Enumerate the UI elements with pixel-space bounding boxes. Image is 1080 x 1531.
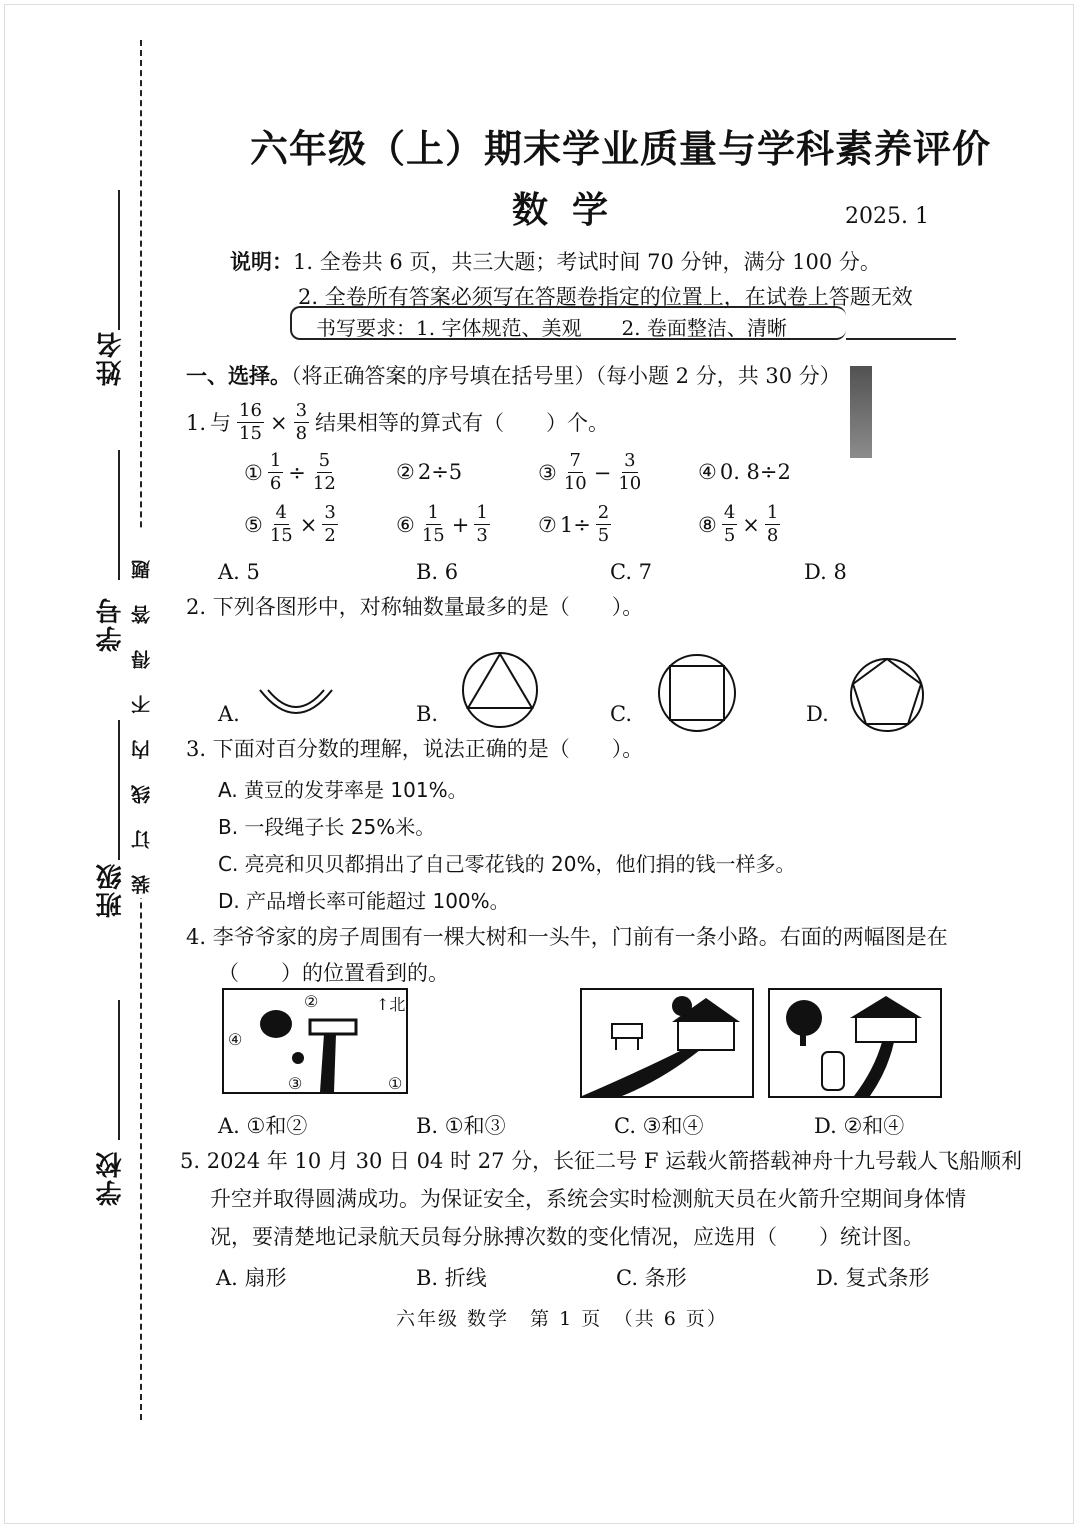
house-icon [856, 1016, 916, 1042]
q3-option-b[interactable]: B. 一段绳子长 25%米。 [218, 815, 436, 839]
frac-den: 2 [324, 525, 336, 546]
frac-num: 4 [723, 502, 736, 523]
page-footer: 六年级 数学 第 1 页 （共 6 页） [396, 1308, 728, 1330]
frac-num: 7 [569, 450, 581, 471]
expr-op: ÷ [288, 460, 306, 485]
q1-option-c[interactable]: C. 7 [610, 560, 653, 584]
position-map [222, 988, 408, 1094]
path-road [320, 1034, 336, 1092]
question-2 [186, 590, 643, 624]
q1-number: 1. [186, 410, 207, 435]
road-shape [854, 1042, 894, 1096]
tree-icon [260, 1010, 292, 1038]
section-1-heading [186, 360, 841, 390]
tree-icon [672, 996, 692, 1016]
q5-option-a[interactable]: A. 扇形 [216, 1266, 287, 1290]
arc-figure [256, 684, 336, 724]
q1-fraction-a [237, 402, 264, 443]
writing-requirements: 书写要求：1. 字体规范、美观 2. 卷面整洁、清晰 [290, 306, 846, 340]
q3-option-c[interactable]: C. 亮亮和贝贝都捐出了自己零花钱的 20%，他们捐的钱一样多。 [218, 852, 796, 876]
expr-label: ② [396, 460, 415, 484]
class-label: 班级 [96, 862, 126, 918]
q3-number: 3. [186, 737, 207, 761]
subject-title: 数学 [512, 189, 633, 231]
requirements-underline [846, 338, 956, 340]
name-blank-line [118, 190, 120, 330]
q1-expr-3 [538, 452, 645, 493]
frac-num: 1 [766, 502, 779, 523]
q2-number: 2. [186, 595, 207, 619]
note-1-text: 1. 全卷共 6 页，共三大题；考试时间 70 分钟，满分 100 分。 [293, 250, 881, 274]
note-line-1 [230, 246, 881, 276]
frac-den: 3 [476, 525, 488, 546]
frac-num: 3 [324, 502, 336, 523]
section-1-instruction: （将正确答案的序号填在括号里）（每小题 2 分，共 30 分） [291, 364, 841, 388]
q1-frac-a-den: 15 [239, 423, 262, 444]
exam-date: 2025. 1 [845, 204, 929, 229]
q5-option-d[interactable]: D. 复式条形 [816, 1266, 930, 1290]
frac-num: 5 [318, 450, 331, 471]
view-picture-2 [768, 988, 942, 1098]
expr-op: + [451, 512, 470, 537]
q1-expr-4 [698, 460, 791, 484]
north-label: 北 [389, 995, 406, 1014]
q2-option-d[interactable]: D. [806, 702, 829, 726]
question-4-line-2: （ ）的位置看到的。 [218, 961, 449, 985]
circle-triangle-figure [460, 650, 540, 730]
q4-option-c[interactable]: C. ③和④ [614, 1114, 704, 1138]
q5-text-1: 2024 年 10 月 30 日 04 时 27 分，长征二号 F 运载火箭搭载神舟十九号载人飞船顺利 [206, 1149, 1023, 1173]
q1-prefix: 与 [210, 410, 232, 435]
frac-den: 12 [312, 473, 336, 494]
expr-pre: 1÷ [559, 512, 591, 537]
q2-option-c[interactable]: C. [610, 702, 632, 726]
expr-label: ③ [538, 460, 557, 485]
q4-option-a[interactable]: A. ①和② [218, 1114, 308, 1138]
road-shape [582, 1050, 700, 1096]
q1-frac-b-den: 8 [295, 423, 308, 444]
q1-fraction-b [294, 402, 309, 443]
q2-text: 下列各图形中，对称轴数量最多的是（ ）。 [212, 595, 644, 619]
q1-frac-a-num: 16 [239, 400, 262, 421]
note-prefix: 说明： [230, 249, 293, 274]
q1-expr-1 [244, 452, 340, 493]
view-picture-1 [580, 988, 754, 1098]
q1-expr-7 [538, 504, 613, 545]
frac-den: 6 [269, 473, 282, 494]
frac-den: 5 [723, 525, 736, 546]
expr-text: 2÷5 [417, 460, 463, 484]
q4-option-d[interactable]: D. ②和④ [814, 1114, 905, 1138]
q1-frac-b-num: 3 [295, 400, 308, 421]
exam-title: 六年级（上）期末学业质量与学科素养评价 [250, 126, 992, 171]
expr-op: − [593, 460, 612, 485]
cow-icon [292, 1052, 304, 1064]
expr-label: ④ [698, 460, 717, 484]
question-5-line-3: 况，要清楚地记录航天员每分脉搏次数的变化情况，应选用（ ）统计图。 [210, 1225, 924, 1249]
circle-pentagon-figure [848, 656, 926, 734]
q1-option-b[interactable]: B. 6 [416, 560, 459, 584]
map-mark-3: ③ [288, 1074, 303, 1093]
q3-text: 下面对百分数的理解，说法正确的是（ ）。 [212, 737, 644, 761]
frac-den: 10 [563, 473, 587, 494]
q1-expr-6 [396, 504, 492, 545]
q2-option-b[interactable]: B. [416, 702, 439, 726]
q4-option-b[interactable]: B. ①和③ [416, 1114, 506, 1138]
note-line-2: 2. 全卷所有答案必须写在答题卷指定的位置上，在试卷上答题无效 [298, 285, 913, 309]
cow-icon [612, 1024, 642, 1038]
q2-option-a[interactable]: A. [218, 702, 240, 726]
frac-num: 4 [275, 502, 287, 523]
q3-option-a[interactable]: A. 黄豆的发芽率是 101%。 [218, 778, 468, 802]
house-icon [310, 1020, 356, 1034]
q5-option-b[interactable]: B. 折线 [416, 1266, 487, 1290]
expr-label: ⑧ [698, 512, 717, 537]
frac-den: 8 [766, 525, 779, 546]
map-mark-1: ① [388, 1074, 403, 1093]
frac-den: 5 [597, 525, 610, 546]
question-5-line-2: 升空并取得圆满成功。为保证安全，系统会实时检测航天员在火箭升空期间身体情 [210, 1187, 966, 1211]
frac-den: 15 [269, 525, 293, 546]
frac-den: 15 [421, 525, 445, 546]
map-mark-2: ② [304, 992, 319, 1011]
frac-num: 2 [597, 502, 610, 523]
expr-label: ① [244, 460, 263, 485]
frac-num: 1 [427, 502, 439, 523]
frac-num: 1 [269, 450, 282, 471]
binding-warning: 装订线内不得答题 [128, 530, 155, 898]
expr-op: × [299, 512, 318, 537]
frac-num: 3 [624, 450, 636, 471]
cow-icon [822, 1052, 844, 1090]
id-label: 学号 [96, 596, 126, 652]
id-blank-line [118, 450, 120, 580]
expr-op: × [742, 512, 760, 537]
expr-label: ⑤ [244, 512, 263, 537]
q1-suffix: 结果相等的算式有（ ）个。 [315, 410, 610, 435]
frac-den: 10 [618, 473, 642, 494]
question-1 [186, 402, 609, 443]
scan-mark [850, 366, 872, 458]
q3-option-d[interactable]: D. 产品增长率可能超过 100%。 [218, 889, 510, 913]
q4-text-1: 李爷爷家的房子周围有一棵大树和一头牛，门前有一条小路。右面的两幅图是在 [212, 925, 948, 949]
q5-number: 5. [180, 1149, 201, 1173]
expr-label: ⑦ [538, 512, 557, 537]
class-blank-line [118, 720, 120, 860]
q1-expr-5 [244, 504, 340, 545]
north-indicator: ↑北 [376, 995, 406, 1014]
q5-option-c[interactable]: C. 条形 [616, 1266, 687, 1290]
school-blank-line [118, 1000, 120, 1140]
house-icon [678, 1020, 734, 1050]
name-label: 姓名 [96, 330, 126, 386]
expr-text: 0. 8÷2 [719, 460, 791, 484]
q4-number: 4. [186, 925, 207, 949]
q1-option-a[interactable]: A. 5 [218, 560, 260, 584]
question-4-line-1 [186, 920, 948, 954]
view-2-drawing [770, 990, 940, 1096]
q1-expr-2 [396, 460, 462, 484]
q1-option-d[interactable]: D. 8 [804, 560, 847, 584]
section-1-title: 一、选择。 [186, 363, 291, 388]
q1-expr-8 [698, 504, 782, 545]
map-mark-4: ④ [228, 1030, 243, 1049]
expr-label: ⑥ [396, 512, 415, 537]
question-3 [186, 732, 643, 766]
roof-shape [850, 996, 922, 1018]
view-1-drawing [582, 990, 752, 1096]
school-label: 学校 [96, 1150, 126, 1206]
q1-operator: × [269, 410, 288, 435]
circle-square-figure [656, 652, 738, 734]
frac-num: 1 [476, 502, 488, 523]
question-5-line-1 [180, 1144, 1022, 1178]
